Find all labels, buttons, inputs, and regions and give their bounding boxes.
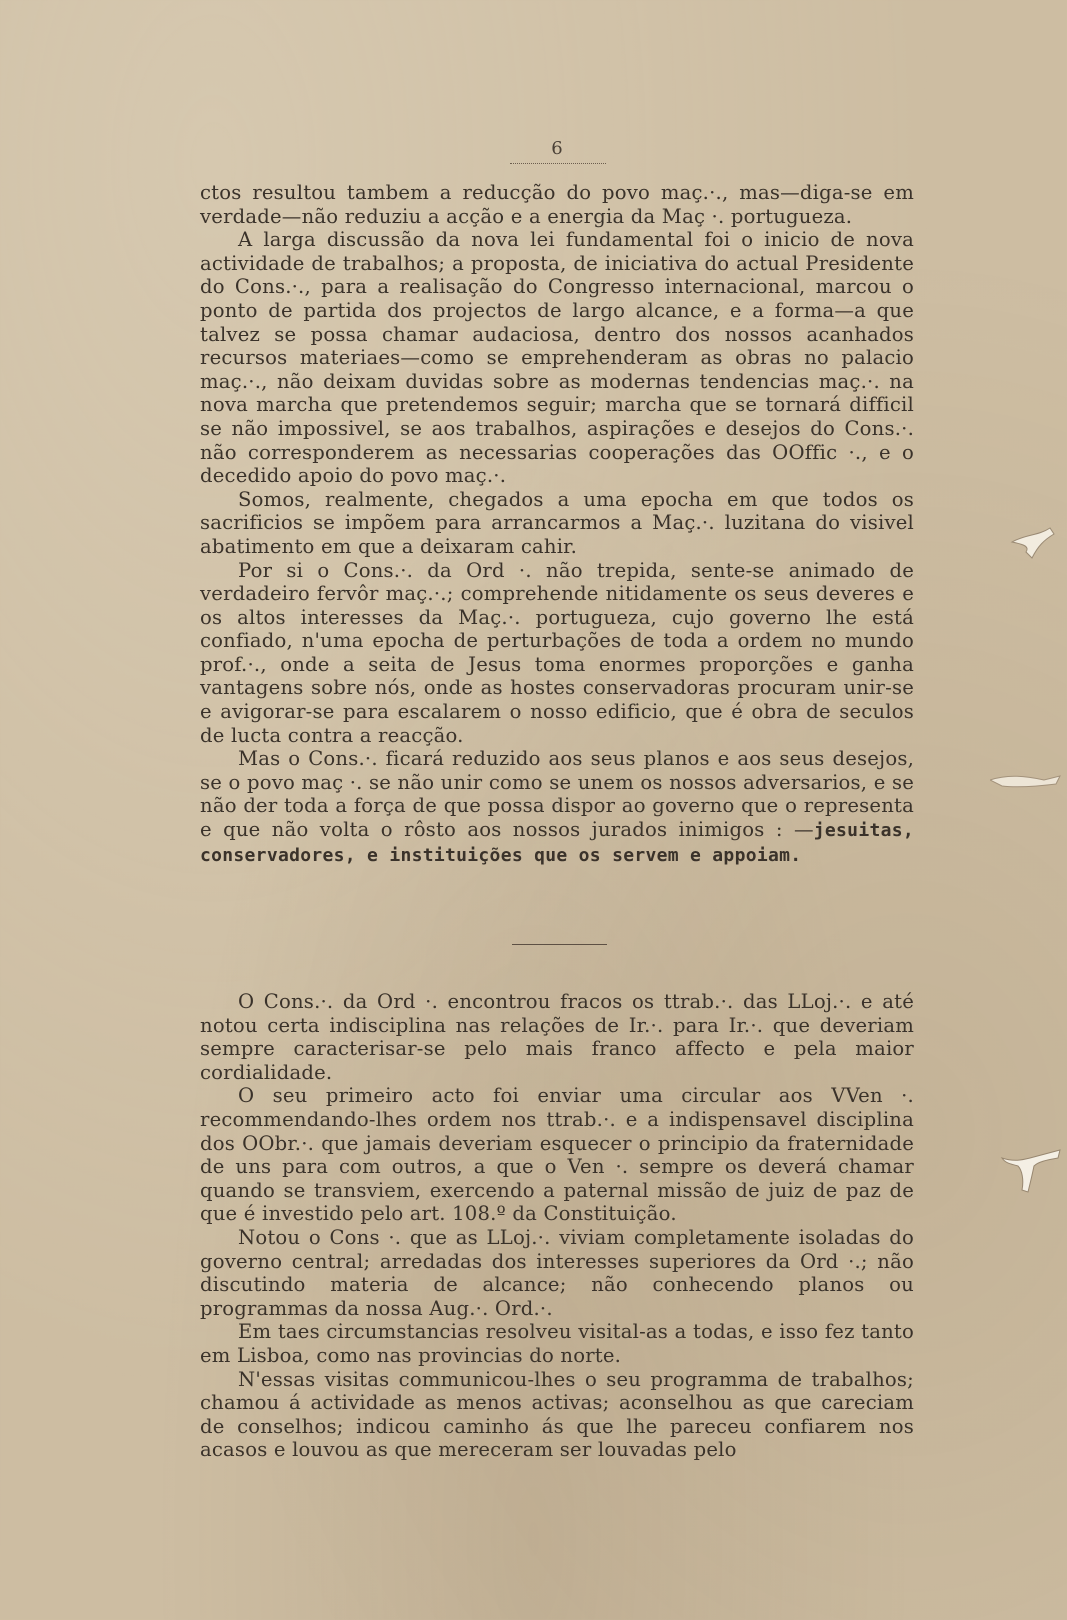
paragraph: Somos, realmente, chegados a uma epocha em que todos os sacrificios se impõem para arrancarmos a Maç.·. luzitana do visivel abatimento em que a deixaram cahir.: [200, 487, 914, 558]
paragraph: N'essas visitas communicou-lhes o seu programma de trabalhos; chamou á actividade as menos activas; aconselhou as que careciam de conselhos; indicou caminho ás que lhe pareceu confiarem nos acasos e louvou as que mereceram ser louvadas pelo: [200, 1367, 914, 1462]
page-number-rule: [510, 163, 606, 164]
page-number: 6: [551, 138, 563, 159]
section-divider: [512, 944, 607, 945]
closing-emphasis: jesuitas, conservadores, e instituições que os servem e appoiam.: [200, 820, 914, 866]
closing-paragraph-text: Mas o Cons.·. ficará reduzido aos seus planos e aos seus desejos, se o povo maç ·. se não unir como se unem os nossos adversarios, e se não der toda a força de que possa dispor ao governo que o representa e que não volta o rôsto aos nossos jurados inimigos : —: [200, 747, 914, 842]
paragraph: Em taes circumstancias resolveu visital-as a todas, e isso fez tanto em Lisboa, como nas provincias do norte.: [200, 1320, 914, 1367]
paragraph: ctos resultou tambem a reducção do povo maç.·., mas—diga-se em verdade—não reduziu a acção e a energia da Maç ·. portugueza.: [200, 181, 914, 228]
staple-damage-mark: [1010, 510, 1067, 570]
paragraph: A larga discussão da nova lei fundamental foi o inicio de nova actividade de trabalhos; a proposta, de iniciativa do actual Presidente do Cons.·., para a realisação do Congresso internacional, marcou o ponto de partida dos projectos de largo alcance, e a forma—a que talvez se possa chamar audaciosa, dentro dos nossos acanhados recursos materiaes—como se emprehenderam as obras no palacio maç.·., não deixam duvidas sobre as modernas tendencias maç.·. na nova marcha que pretendemos seguir; marcha que se tornará difficil se não impossivel, se aos trabalhos, aspirações e desejos do Cons.·. não corresponderem as necessarias cooperações das OOffic ·., e o decedido apoio do povo maç.·.: [200, 228, 914, 488]
text-section-two: [200, 990, 914, 1462]
paragraph: Por si o Cons.·. da Ord ·. não trepida, sente-se animado de verdadeiro fervôr maç.·.; comprehende nitidamente os seus deveres e os altos interesses da Maç.·. portugueza, cujo governo lhe está confiado, n'uma epocha de perturbações de toda a ordem no mundo prof.·., onde a seita de Jesus toma enormes proporções e ganha vantagens sobre nós, onde as hostes conservadoras procuram unir-se e avigorar-se para escalarem o nosso edificio, que é obra de seculos de lucta contra a reacção.: [200, 558, 914, 747]
text-section-one: [200, 181, 914, 867]
closing-paragraph: [200, 747, 914, 867]
paragraph: Notou o Cons ·. que as LLoj.·. viviam completamente isoladas do governo central; arredadas dos interesses superiores da Ord ·.; não discutindo materia de alcance; não conhecendo planos ou programmas da nossa Aug.·. Ord.·.: [200, 1225, 914, 1320]
paragraph: O Cons.·. da Ord ·. encontrou fracos os ttrab.·. das LLoj.·. e até notou certa indisciplina nas relações de Ir.·. para Ir.·. que deveriam sempre caracterisar-se pelo mais franco affecto e pela maior cordialidade.: [200, 990, 914, 1084]
staple-damage-mark: [1000, 1140, 1067, 1200]
paragraph: O seu primeiro acto foi enviar uma circular aos VVen ·. recommendando-lhes ordem nos ttrab.·. e a indispensavel disciplina dos OObr.·. que jamais deveriam esquecer o principio da fraternidade de uns para com outros, a que o Ven ·. sempre os deverá chamar quando se transviem, exercendo a paternal missão de juiz de paz de que é investido pelo art. 108.º da Constituição.: [200, 1084, 914, 1226]
staple-damage-mark: [990, 766, 1067, 796]
